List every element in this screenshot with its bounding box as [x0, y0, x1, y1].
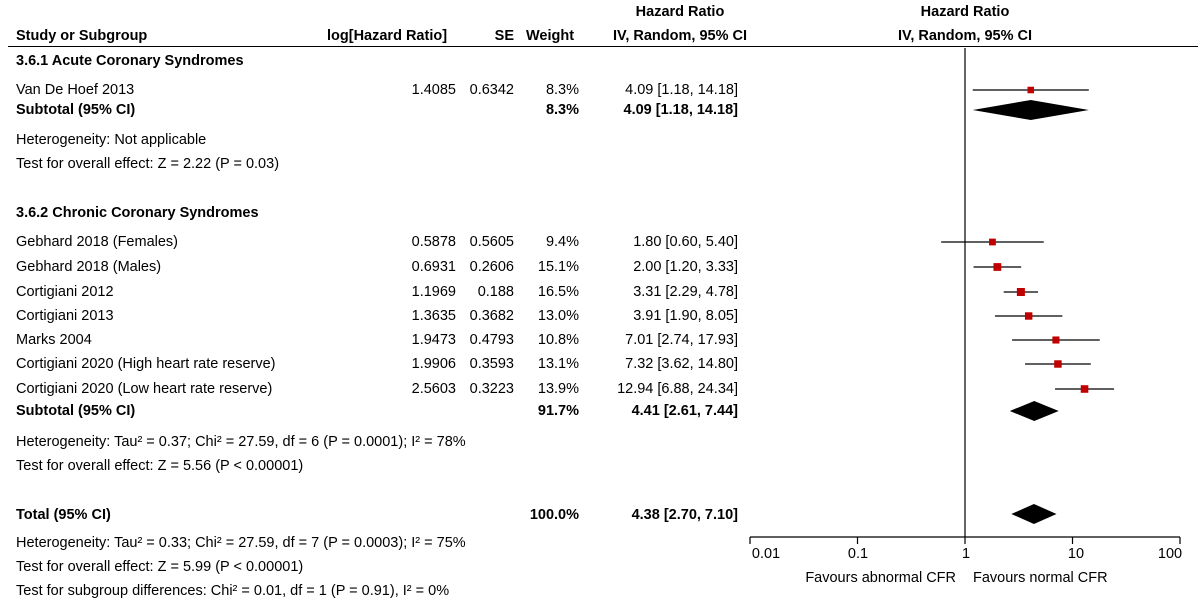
study-weight: 13.9% [537, 381, 579, 397]
heterogeneity-text: Heterogeneity: Not applicable [16, 132, 207, 148]
group-title: 3.6.1 Acute Coronary Syndromes [16, 53, 244, 69]
overall-effect-text: Test for overall effect: Z = 5.56 (P < 0.00001) [16, 458, 304, 474]
column-header-ci-left: IV, Random, 95% CI [612, 28, 748, 44]
total-weight: 100.0% [529, 507, 579, 523]
axis-tick-label: 100 [1157, 546, 1183, 562]
study-loghr: 1.4085 [411, 82, 456, 98]
study-loghr: 1.9906 [411, 356, 456, 372]
study-marker [1052, 336, 1059, 343]
study-se: 0.3682 [469, 308, 514, 324]
study-weight: 13.0% [537, 308, 579, 324]
hr-header-left: Hazard Ratio [635, 4, 725, 20]
study-loghr: 1.9473 [411, 332, 456, 348]
study-loghr: 0.5878 [411, 234, 456, 250]
study-weight: 10.8% [537, 332, 579, 348]
study-ci: 7.01 [2.74, 17.93] [625, 332, 738, 348]
subgroup-differences-text: Test for subgroup differences: Chi² = 0.01, df = 1 (P = 0.91), I² = 0% [16, 583, 450, 599]
study-loghr: 2.5603 [411, 381, 456, 397]
study-marker [1017, 288, 1025, 296]
heterogeneity-text: Heterogeneity: Tau² = 0.37; Chi² = 27.59, df = 6 (P = 0.0001); I² = 78% [16, 434, 466, 450]
total-ci: 4.38 [2.70, 7.10] [631, 507, 738, 523]
study-ci: 7.32 [3.62, 14.80] [625, 356, 738, 372]
study-name: Gebhard 2018 (Females) [16, 234, 178, 250]
study-weight: 9.4% [545, 234, 579, 250]
study-loghr: 1.1969 [411, 284, 456, 300]
total-label: Total (95% CI) [16, 507, 111, 523]
favours-left-label: Favours abnormal CFR [805, 570, 956, 586]
axis-tick-label: 10 [1067, 546, 1085, 562]
study-name: Cortigiani 2012 [16, 284, 114, 300]
study-loghr: 1.3635 [411, 308, 456, 324]
study-marker [1081, 385, 1089, 393]
column-header-study: Study or Subgroup [16, 28, 148, 44]
axis-tick-label: 0.01 [751, 546, 781, 562]
subtotal-ci: 4.09 [1.18, 14.18] [623, 102, 738, 118]
total-heterogeneity-text: Heterogeneity: Tau² = 0.33; Chi² = 27.59, df = 7 (P = 0.0003); I² = 75% [16, 535, 466, 551]
study-se: 0.3223 [469, 381, 514, 397]
pooled-diamond [973, 100, 1089, 120]
subtotal-weight: 91.7% [537, 403, 579, 419]
study-name: Cortigiani 2020 (High heart rate reserve) [16, 356, 276, 372]
study-name: Cortigiani 2013 [16, 308, 114, 324]
subtotal-ci: 4.41 [2.61, 7.44] [631, 403, 738, 419]
study-ci: 4.09 [1.18, 14.18] [625, 82, 738, 98]
study-ci: 2.00 [1.20, 3.33] [633, 259, 738, 275]
study-se: 0.3593 [469, 356, 514, 372]
study-loghr: 0.6931 [411, 259, 456, 275]
study-marker [1054, 360, 1061, 367]
study-ci: 3.31 [2.29, 4.78] [633, 284, 738, 300]
study-name: Cortigiani 2020 (Low heart rate reserve) [16, 381, 273, 397]
study-name: Gebhard 2018 (Males) [16, 259, 162, 275]
study-se: 0.4793 [469, 332, 514, 348]
column-header-loghr: log[Hazard Ratio] [327, 28, 448, 44]
pooled-diamond [1011, 504, 1056, 524]
hr-header-right: Hazard Ratio [920, 4, 1010, 20]
study-marker [1027, 87, 1034, 94]
subtotal-label: Subtotal (95% CI) [16, 102, 136, 118]
study-weight: 8.3% [545, 82, 579, 98]
column-header-weight: Weight [526, 28, 575, 44]
subtotal-weight: 8.3% [545, 102, 579, 118]
column-header-ci-right: IV, Random, 95% CI [897, 28, 1033, 44]
study-name: Marks 2004 [16, 332, 92, 348]
study-weight: 16.5% [537, 284, 579, 300]
study-weight: 13.1% [537, 356, 579, 372]
group-title: 3.6.2 Chronic Coronary Syndromes [16, 205, 259, 221]
study-se: 0.2606 [469, 259, 514, 275]
total-overall-effect-text: Test for overall effect: Z = 5.99 (P < 0.00001) [16, 559, 304, 575]
pooled-diamond [1010, 401, 1059, 421]
study-ci: 1.80 [0.60, 5.40] [633, 234, 738, 250]
study-se: 0.6342 [469, 82, 514, 98]
axis-tick-label: 0.1 [847, 546, 869, 562]
axis-tick-label: 1 [961, 546, 971, 562]
study-ci: 12.94 [6.88, 24.34] [617, 381, 738, 397]
study-se: 0.188 [477, 284, 514, 300]
favours-right-label: Favours normal CFR [973, 570, 1108, 586]
study-name: Van De Hoef 2013 [16, 82, 135, 98]
study-marker [989, 239, 996, 246]
study-marker [1025, 312, 1032, 319]
column-header-se: SE [494, 28, 514, 44]
study-marker [993, 263, 1001, 271]
study-ci: 3.91 [1.90, 8.05] [633, 308, 738, 324]
study-weight: 15.1% [537, 259, 579, 275]
study-se: 0.5605 [469, 234, 514, 250]
overall-effect-text: Test for overall effect: Z = 2.22 (P = 0.03) [16, 156, 280, 172]
subtotal-label: Subtotal (95% CI) [16, 403, 136, 419]
